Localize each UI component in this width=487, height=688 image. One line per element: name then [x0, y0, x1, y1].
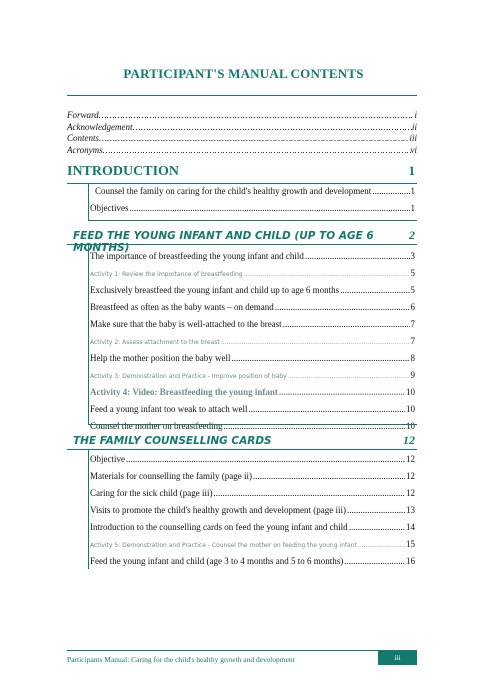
page-title: PARTICIPANT'S MANUAL CONTENTS: [123, 66, 364, 81]
toc-entry[interactable]: Feed a young infant too weak to attach well ..... 10: [90, 404, 415, 421]
section-heading-family-counselling-cards[interactable]: THE FAMILY COUNSELLING CARDS 12: [73, 433, 415, 447]
toc-entry[interactable]: Introduction to the counselling cards on feed the young infant and child ..... 14: [90, 522, 415, 539]
footer-text: Participants Manual: Caring for the child's healthy growth and development: [67, 655, 295, 664]
section-heading-feed-young-infant[interactable]: FEED THE YOUNG INFANT AND CHILD (UP TO AGE 6 MONTHS) 2: [73, 228, 415, 254]
section-margin-line: [88, 244, 89, 424]
toc-entry[interactable]: Objectives ..... 1: [90, 203, 415, 220]
toc-entry-forward[interactable]: Forward ……………………………………………………………………………………………………………………………………………… i: [67, 110, 417, 122]
toc-entry[interactable]: Counsel the family on caring for the child's healthy growth and development ..... 1: [90, 186, 415, 203]
toc-entry-activity[interactable]: Activity 3: Demonstration and Practice - Improve position of baby ..... 9: [90, 370, 415, 387]
section-rule: [67, 449, 417, 450]
section-entries-introduction: [90, 186, 415, 220]
toc-entry-activity[interactable]: Activity 1: Review the importance of breastfeeding ..... 5: [90, 268, 415, 285]
section-entries-family-counselling-cards: [90, 454, 415, 573]
section-rule: [88, 424, 417, 425]
section-margin-line: [88, 449, 89, 569]
front-matter-list: [67, 110, 417, 156]
section-heading-introduction[interactable]: INTRODUCTION 1: [67, 163, 415, 179]
toc-entry-activity[interactable]: Activity 5: Demonstration and Practice - Counsel the mother on feeding the young infant ..... 15: [90, 539, 415, 556]
toc-entry[interactable]: Help the mother position the baby well ..... 8: [90, 353, 415, 370]
toc-entry-activity[interactable]: Activity 2: Assess attachment to the breast ..... 7: [90, 336, 415, 353]
footer-rule: [67, 650, 417, 651]
toc-entry[interactable]: Objective ..... 12: [90, 454, 415, 471]
footer-page-number: iii: [378, 651, 417, 665]
toc-entry[interactable]: Feed the young infant and child (age 3 to 4 months and 5 to 6 months) ..... 16: [90, 556, 415, 573]
toc-entry[interactable]: Counsel the mother on breastfeeding ..... 10: [90, 421, 415, 438]
toc-entry[interactable]: Visits to promote the child's healthy growth and development (page iii) ..... 13: [90, 505, 415, 522]
toc-entry[interactable]: Materials for counselling the family (page ii) ..... 12: [90, 471, 415, 488]
toc-entry[interactable]: The importance of breastfeeding the young infant and child ..... 3: [90, 251, 415, 268]
section-rule: [67, 244, 417, 245]
section-rule: [88, 220, 417, 221]
toc-entry-acronyms[interactable]: Acronyms ……………………………………………………………………………………………………………………………………………… vi: [67, 145, 417, 157]
toc-entry-contents[interactable]: Contents ……………………………………………………………………………………………………………………………………………… iii: [67, 133, 417, 145]
toc-entry-activity[interactable]: Activity 4: Video: Breastfeeding the young infant ..... 10: [90, 387, 415, 404]
section-margin-line: [88, 183, 89, 220]
section-entries-feed-young-infant: [90, 251, 415, 438]
toc-entry[interactable]: Caring for the sick child (page iii) ..... 12: [90, 488, 415, 505]
toc-entry[interactable]: Make sure that the baby is well-attached to the breast ..... 7: [90, 319, 415, 336]
toc-entry[interactable]: Breastfeed as often as the baby wants – on demand ..... 6: [90, 302, 415, 319]
toc-entry-acknowledgement[interactable]: Acknowledgement ……………………………………………………………………………………………………………………………………………… ii: [67, 122, 417, 134]
toc-entry[interactable]: Exclusively breastfeed the young infant and child up to age 6 months ..... 5: [90, 285, 415, 302]
section-rule: [67, 183, 417, 184]
title-divider: [67, 95, 417, 96]
